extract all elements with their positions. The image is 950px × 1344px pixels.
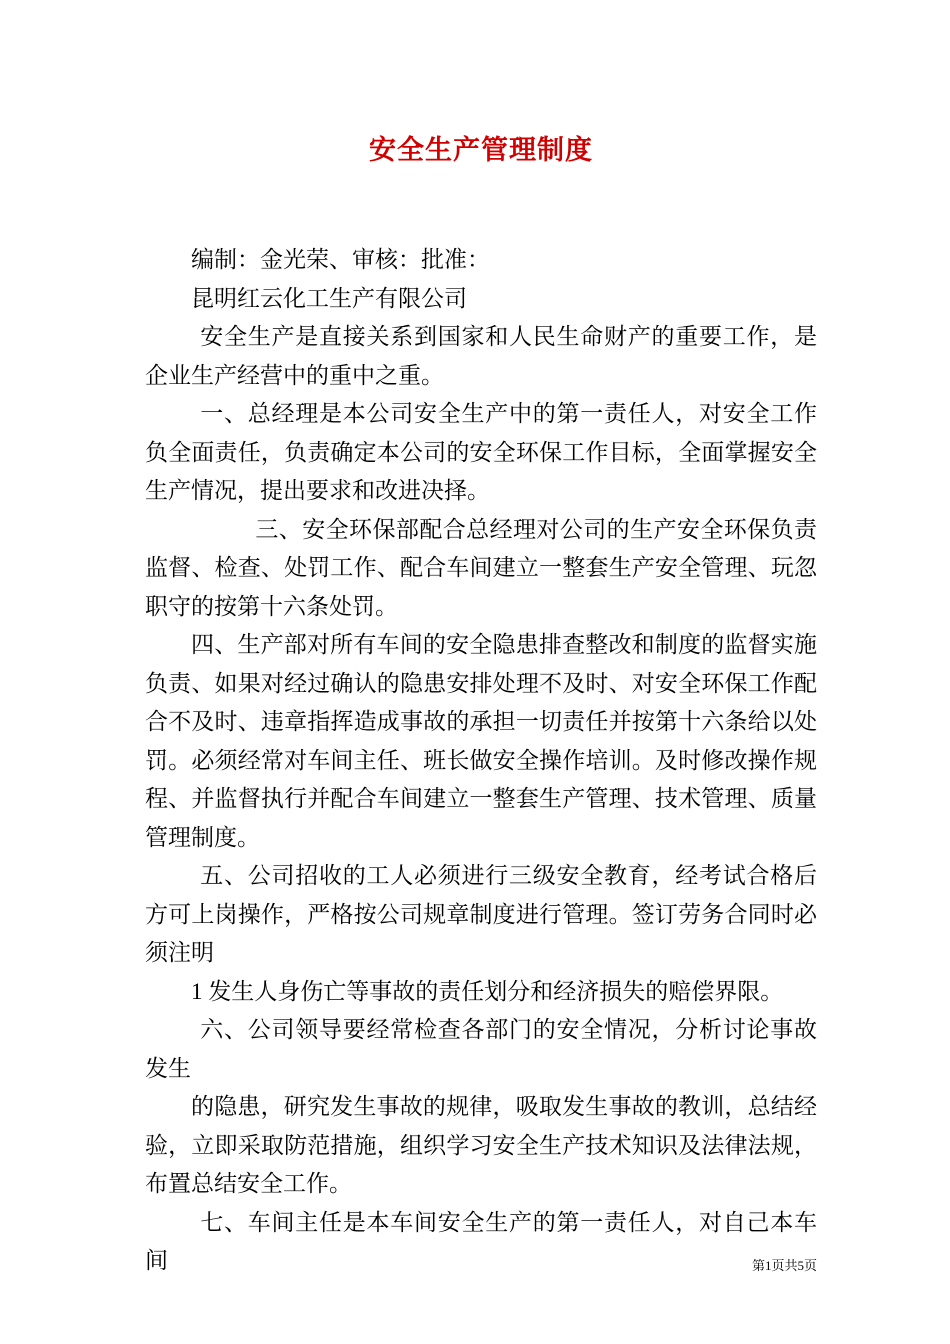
paragraph-item-3: 三、安全环保部配合总经理对公司的生产安全环保负责监督、检查、处罚工作、配合车间建立一整套生产安全管理、玩忽职守的按第十六条处罚。 xyxy=(145,516,817,619)
page-title: 安全生产管理制度 xyxy=(369,135,593,165)
paragraph-item-4: 四、生产部对所有车间的安全隐患排查整改和制度的监督实施负责、如果对经过确认的隐患安排处理不及时、对安全环保工作配合不及时、违章指挥造成事故的承担一切责任并按第十六条给以处罚。必须经常对车间主任、班长做安全操作培训。及时修改操作规程、并监督执行并配合车间建立一整套生产管理、技术管理、质量管理制度。 xyxy=(145,632,817,850)
paragraph-item-6: 六、公司领导要经常检查各部门的安全情况，分析讨论事故发生 xyxy=(145,1017,817,1081)
page-footer xyxy=(752,1255,817,1274)
document-body xyxy=(145,241,817,1281)
paragraph-item-6-cont: 的隐患，研究发生事故的规律，吸取发生事故的教训，总结经验，立即采取防范措施，组织学习安全生产技术知识及法律法规，布置总结安全工作。 xyxy=(145,1094,817,1196)
paragraph-company-name: 昆明红云化工生产有限公司 xyxy=(191,285,467,311)
paragraph-item-5: 五、公司招收的工人必须进行三级安全教育，经考试合格后方可上岗操作，严格按公司规章制度进行管理。签订劳务合同时必须注明 xyxy=(145,863,817,965)
paragraph-item-1: 一、总经理是本公司安全生产中的第一责任人，对安全工作负全面责任，负责确定本公司的安全环保工作目标，全面掌握安全生产情况，提出要求和改进决择。 xyxy=(145,401,817,503)
page-number: 第1页共5页 xyxy=(751,1258,817,1273)
paragraph-item-5-sub: 1 发生人身伤亡等事故的责任划分和经济损失的赔偿界限。 xyxy=(191,978,784,1004)
paragraph-intro: 安全生产是直接关系到国家和人民生命财产的重要工作，是企业生产经营中的重中之重。 xyxy=(145,324,817,388)
paragraph-compiler-line: 编制：金光荣、审核：批准： xyxy=(191,247,490,272)
paragraph-item-7: 七、车间主任是本车间安全生产的第一责任人，对自己本车间 xyxy=(145,1209,817,1273)
